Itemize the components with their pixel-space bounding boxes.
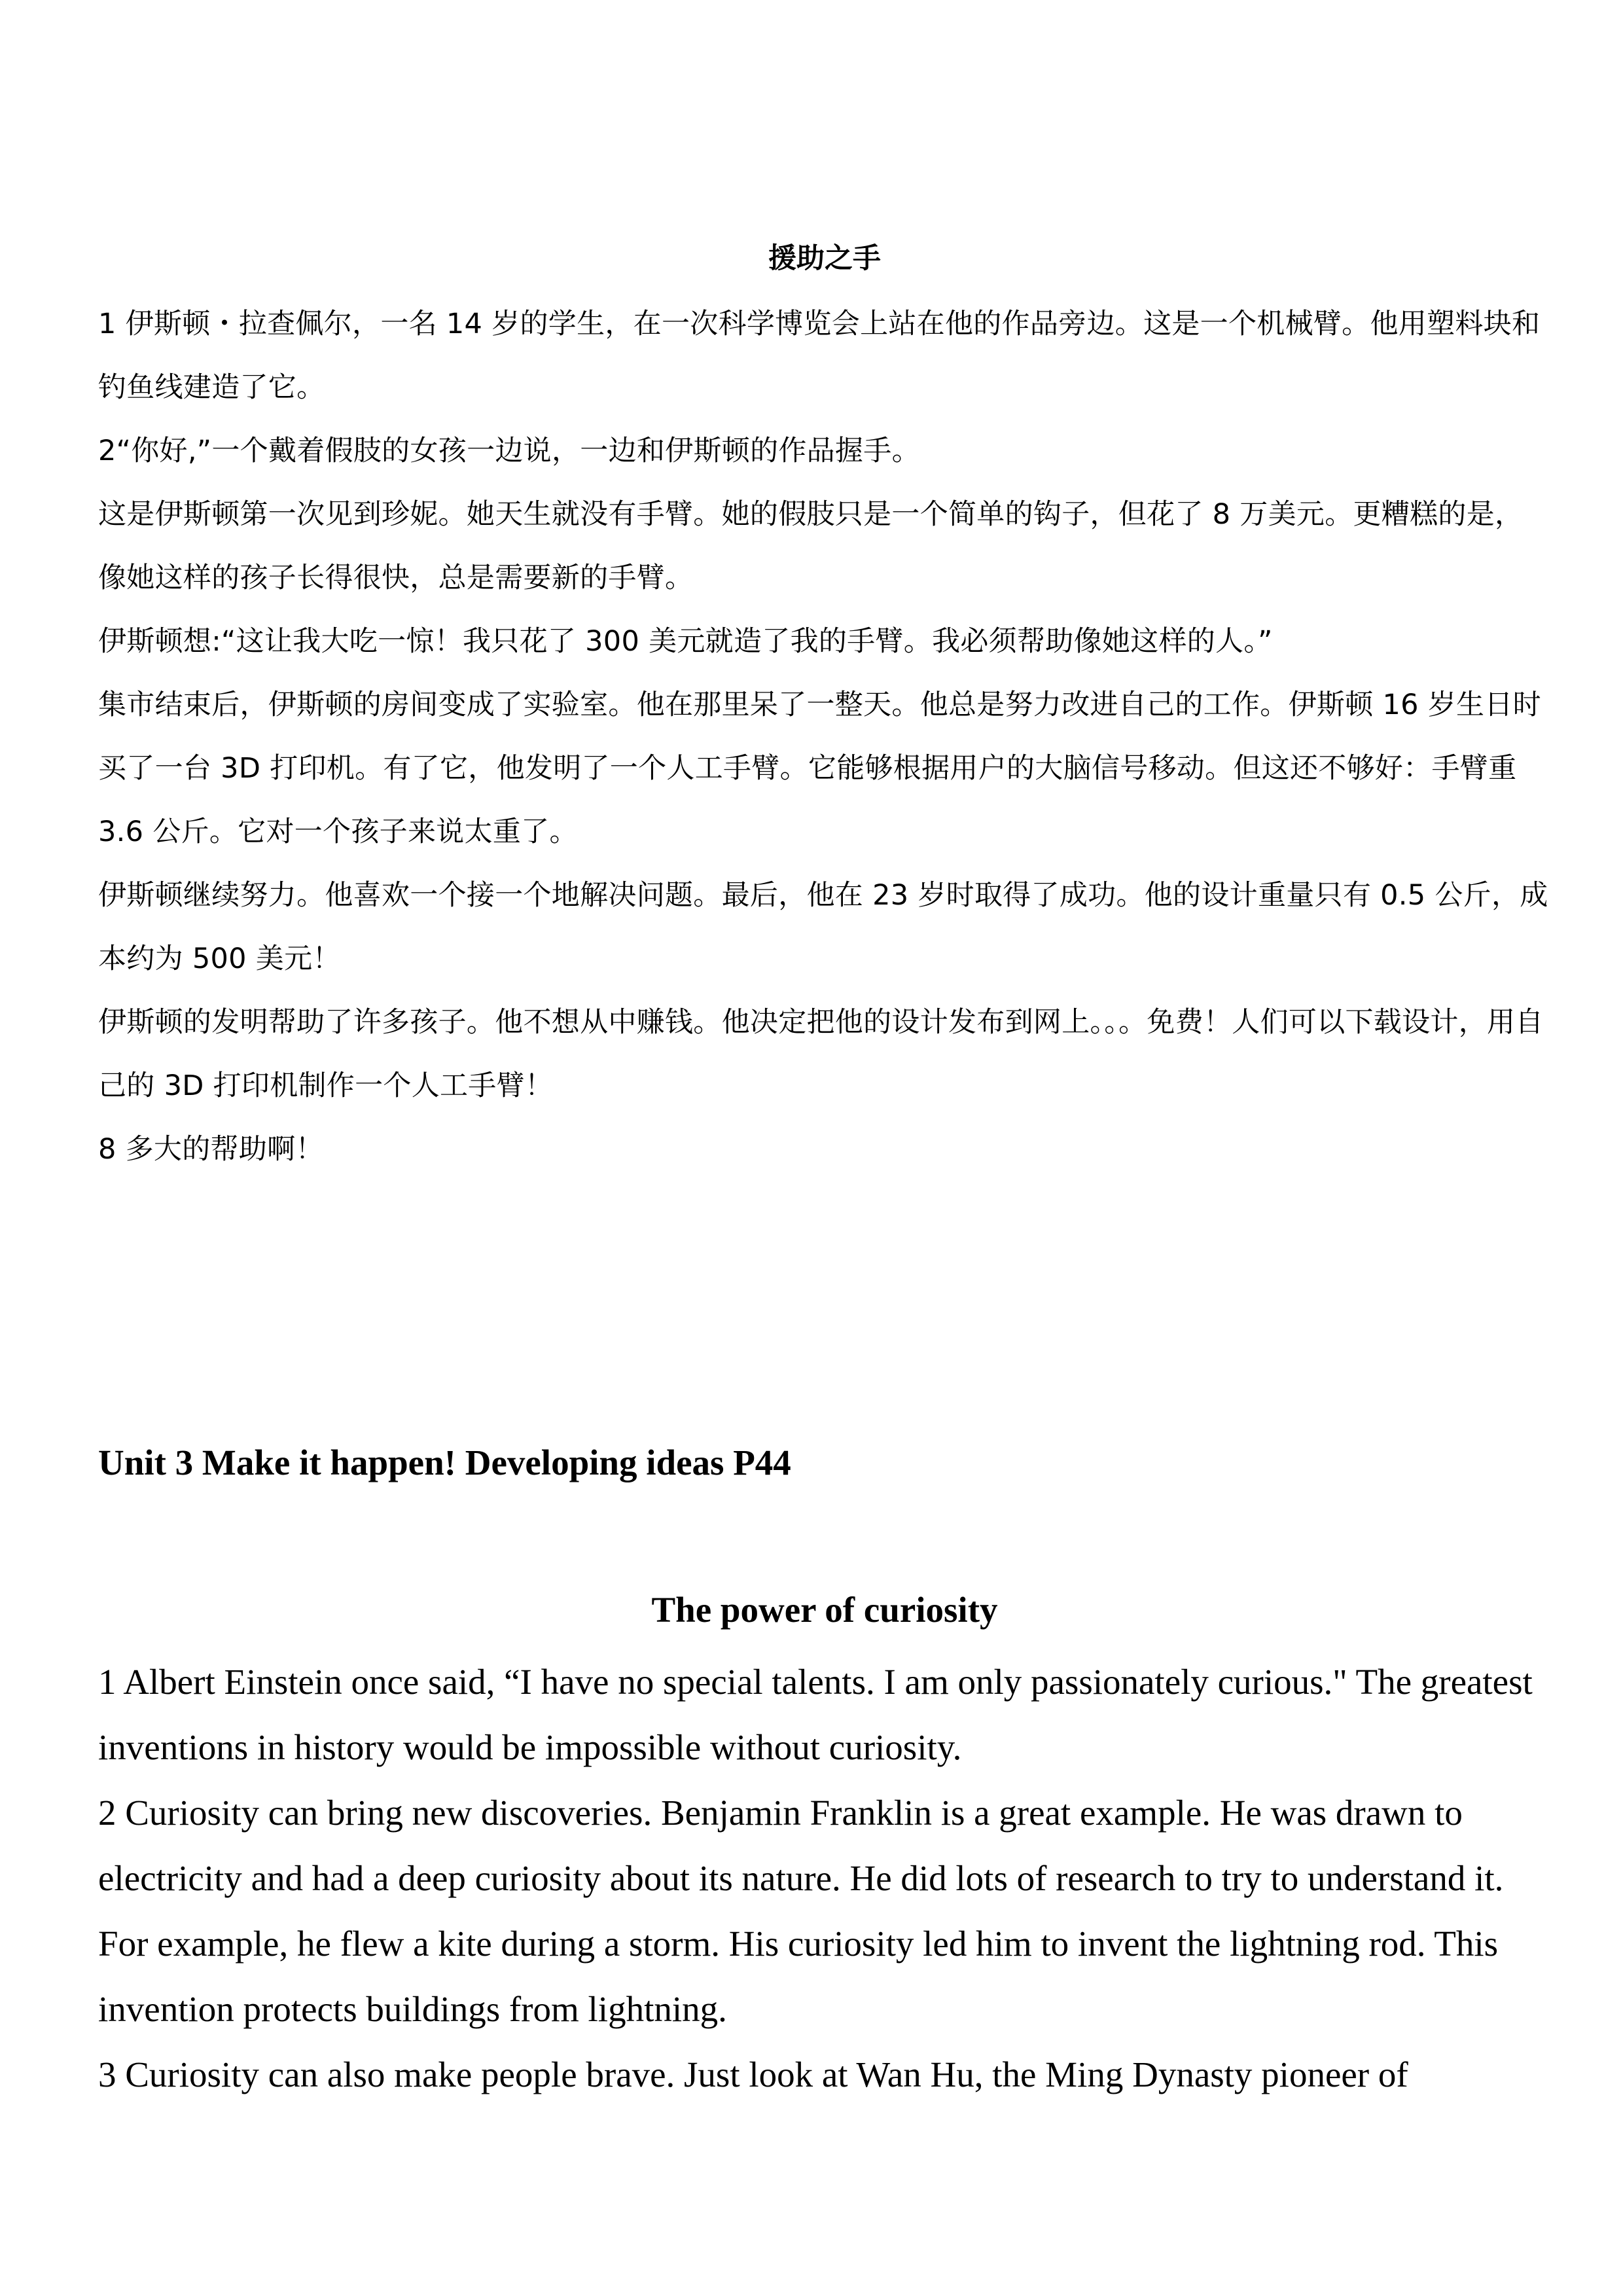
chinese-paragraph-1: 1 伊斯顿・拉查佩尔，一名 14 岁的学生，在一次科学博览会上站在他的作品旁边。这是一个机械臂。他用塑料块和钓鱼线建造了它。 [98, 308, 1541, 404]
chinese-paragraph-3: 这是伊斯顿第一次见到珍妮。她天生就没有手臂。她的假肢只是一个简单的钩子，但花了 8 万美元。更糟糕的是，像她这样的孩子长得很快，总是需要新的手臂。 [98, 498, 1524, 594]
english-paragraph-2: 2 Curiosity can bring new discoveries. Benjamin Franklin is a great example. He was drawn to electricity and had a deep curiosity about its nature. He did lots of research to try to understand it. For example, he flew a kite during a storm. His curiosity led him to invent the lightning rod. This invention protects buildings from lightning. [98, 1793, 1504, 2029]
chinese-paragraph-4: 伊斯顿想:“这让我大吃一惊！我只花了 300 美元就造了我的手臂。我必须帮助像她这样的人。” [98, 625, 1273, 658]
chinese-paragraph-7: 伊斯顿的发明帮助了许多孩子。他不想从中赚钱。他决定把他的设计发布到网上。。。免费！人们可以下载设计，用自己的 3D 打印机制作一个人工手臂！ [98, 1006, 1544, 1102]
chinese-paragraph-2: 2“你好,”一个戴着假肢的女孩一边说，一边和伊斯顿的作品握手。 [98, 435, 920, 467]
chinese-paragraph-8: 8 多大的帮助啊！ [98, 1133, 324, 1166]
chinese-paragraph-6: 伊斯顿继续努力。他喜欢一个接一个地解决问题。最后，他在 23 岁时取得了成功。他的设计重量只有 0.5 公斤，成本约为 500 美元！ [98, 879, 1548, 975]
chinese-paragraph-5: 集市结束后，伊斯顿的房间变成了实验室。他在那里呆了一整天。他总是努力改进自己的工作。伊斯顿 16 岁生日时买了一台 3D 打印机。有了它，他发明了一个人工手臂。它能够根据用户的大脑信号移动。但这还不够好：手臂重 3.6 公斤。它对一个孩子来说太重了。 [98, 689, 1541, 848]
english-paragraph-1: 1 Albert Einstein once said, “I have no special talents. I am only passionately curious." The greatest inventions in history would be impossible without curiosity. [98, 1662, 1533, 1767]
chinese-title: 援助之手 [768, 242, 881, 275]
chinese-body [98, 293, 1551, 1181]
unit-heading: Unit 3 Make it happen! Developing ideas P44 [98, 1443, 791, 1482]
english-title: The power of curiosity [651, 1590, 998, 1630]
english-body [98, 1649, 1551, 2108]
english-paragraph-3: 3 Curiosity can also make people brave. Just look at Wan Hu, the Ming Dynasty pioneer of [98, 2054, 1408, 2094]
